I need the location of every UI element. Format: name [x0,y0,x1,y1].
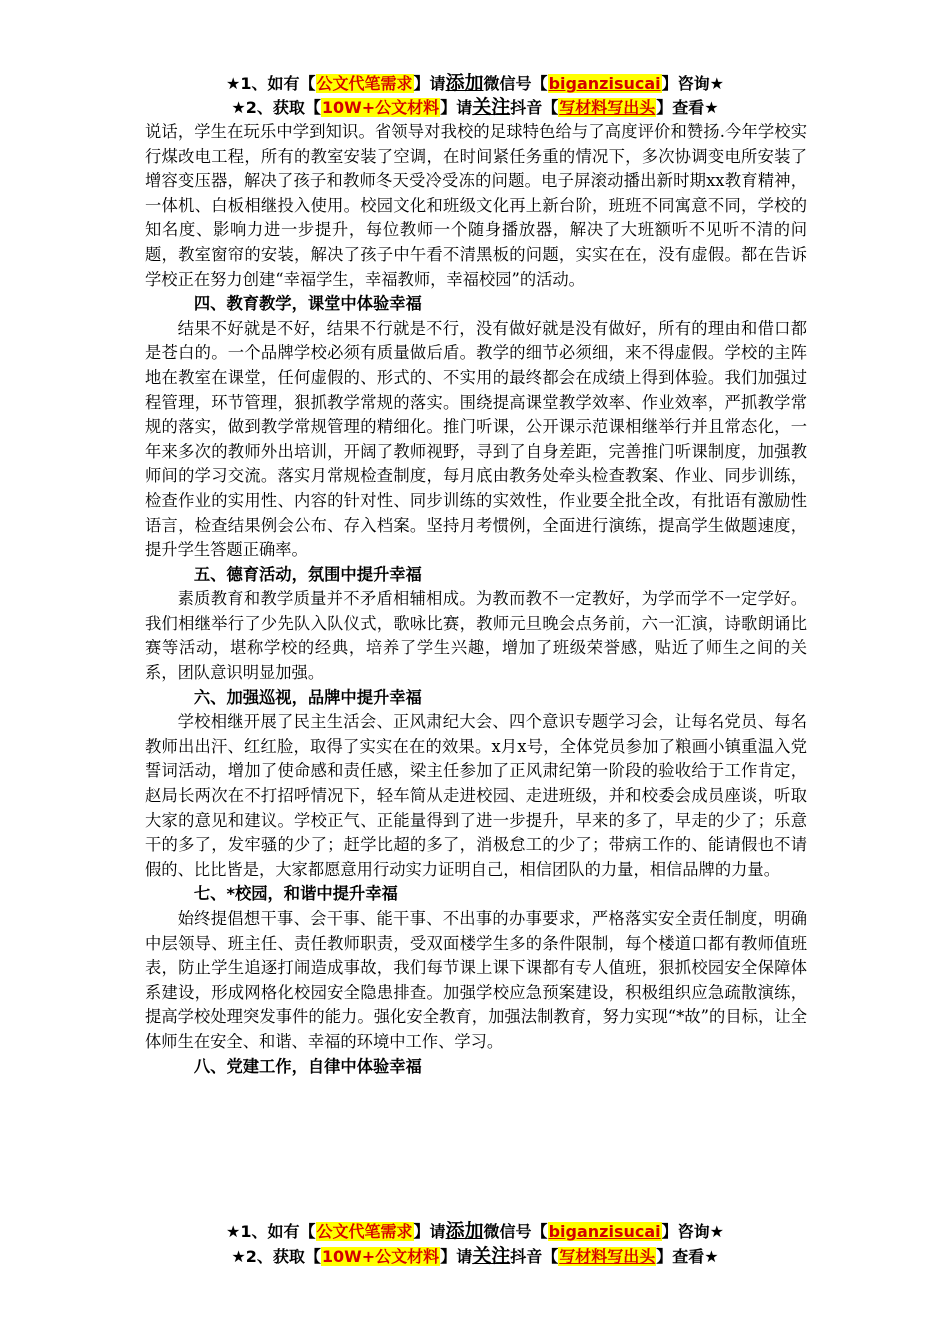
section-heading-7: 七、*校园，和谐中提升幸福 [193,884,398,904]
top-promo-line-2 [0,96,950,119]
promo-prefix: ★1、如有【 [226,1222,316,1241]
paragraph: 素质教育和教学质量并不矛盾相辅相成。为教而教不一定教好，为学而学不一定学好。我们相继举行了少先队入队仪式，歌咏比赛，教师元旦晚会点务前，六一汇演，诗歌朗诵比赛等活动，堪称学校的经典，培养了学生兴趣，增加了班级荣誉感，贴近了师生之间的关系，团队意识明显加强。 [145,589,807,683]
section-heading-8: 八、党建工作，自律中体验幸福 [193,1056,422,1076]
promo-suffix: 】咨询★ [661,1222,724,1241]
document-body [145,120,807,1079]
section-heading-5: 五、德育活动，氛围中提升幸福 [193,564,422,584]
promo-text: 】请 [413,1222,446,1241]
promo-text: 】请 [413,74,446,93]
promo-prefix: ★2、获取【 [231,1247,321,1266]
promo-highlight: 10W+公文材料 [321,1247,440,1266]
paragraph: 学校相继开展了民主生活会、正风肃纪大会、四个意识专题学习会，让每名党员、每名教师出出汗、红红脸，取得了实实在在的效果。x月x号，全体党员参加了粮画小镇重温入党誓词活动，增加了使命感和责任感，梁主任参加了正风肃纪第一阶段的验收给于工作肯定，赵局长两次在不打招呼情况下，轻车简从走进校园、走进班级，并和校委会成员座谈，听取大家的意见和建议。学校正气、正能量得到了进一步提升，早来的多了，早走的少了；乐意干的多了，发牢骚的少了；赶学比超的多了，消极怠工的少了；带病工作的、能请假也不请假的、比比皆是，大家都愿意用行动实力证明自己，相信团队的力量，相信品牌的力量。 [145,712,807,879]
promo-text: 微信号【 [483,74,548,93]
promo-emphasis: 添加 [445,1220,484,1242]
douyin-id: 写材料写出头 [559,1247,656,1266]
promo-emphasis: 关注 [472,96,511,118]
promo-suffix: 】查看★ [656,98,719,117]
paragraph: 说话，学生在玩乐中学到知识。省领导对我校的足球特色给与了高度评价和赞扬.今年学校实行煤改电工程，所有的教室安装了空调，在时间紧任务重的情况下，多次协调变电所安装了增容变压器，解决了孩子和教师冬天受冷受冻的问题。电子屏滚动播出新时期xx教育精神，一体机、白板相继投入使用。校园文化和班级文化再上新台阶，班班不同寓意不同，学校的知名度、影响力进一步提升，每位教师一个随身播放器，解决了大班额听不见听不清的问题，教室窗帘的安装，解决了孩子中午看不清黑板的问题，实实在在，没有虚假。都在告诉学校正在努力创建“幸福学生，幸福教师，幸福校园”的活动。 [145,122,807,289]
promo-highlight: 公文代笔需求 [316,74,413,93]
promo-emphasis: 关注 [472,1245,511,1267]
section-heading-6: 六、加强巡视，品牌中提升幸福 [193,687,422,707]
promo-prefix: ★1、如有【 [226,74,316,93]
promo-prefix: ★2、获取【 [231,98,321,117]
bottom-promo-line-2 [0,1245,950,1268]
promo-text: 抖音【 [510,1247,559,1266]
top-promo-line-1 [0,72,950,95]
promo-text: 微信号【 [483,1222,548,1241]
paragraph: 结果不好就是不好，结果不行就是不行，没有做好就是没有做好，所有的理由和借口都是苍白的。一个品牌学校必须有质量做后盾。教学的细节必须细，来不得虚假。学校的主阵地在教室在课堂，任何虚假的、形式的、不实用的最终都会在成绩上得到体验。我们加强过程管理，环节管理，狠抓教学常规的落实。围绕提高课堂教学效率、作业效率，严抓教学常规的落实，做到教学常规管理的精细化。推门听课，公开课示范课相继举行并且常态化，一年来多次的教师外出培训，开阔了教师视野，寻到了自身差距，完善推门听课制度，加强教师间的学习交流。落实月常规检查制度，每月底由教务处牵头检查教案、作业、同步训练，检查作业的实用性、内容的针对性、同步训练的实效性，作业要全批全改，有批语有激励性语言，检查结果例会公布、存入档案。坚持月考惯例，全面进行演练，提高学生做题速度，提升学生答题正确率。 [145,318,807,560]
promo-emphasis: 添加 [445,72,484,94]
promo-suffix: 】咨询★ [661,74,724,93]
paragraph: 始终提倡想干事、会干事、能干事、不出事的办事要求，严格落实安全责任制度，明确中层领导、班主任、责任教师职责，受双面楼学生多的条件限制，每个楼道口都有教师值班表，防止学生追逐打闹造成事故，我们每节课上课下课都有专人值班，狠抓校园安全保障体系建设，形成网格化校园安全隐患排查。加强学校应急预案建设，积极组织应急疏散演练，提高学校处理突发事件的能力。强化安全教育，加强法制教育，努力实现“*故”的目标，让全体师生在安全、和谐、幸福的环境中工作、学习。 [145,909,807,1051]
promo-highlight: 10W+公文材料 [321,98,440,117]
wechat-id: biganzisucai [548,1222,661,1241]
douyin-id: 写材料写出头 [559,98,656,117]
promo-text: 抖音【 [510,98,559,117]
promo-highlight: 公文代笔需求 [316,1222,413,1241]
promo-text: 】请 [440,1247,473,1266]
wechat-id: biganzisucai [548,74,661,93]
promo-suffix: 】查看★ [656,1247,719,1266]
bottom-promo-line-1 [0,1220,950,1243]
promo-text: 】请 [440,98,473,117]
section-heading-4: 四、教育教学，课堂中体验幸福 [193,294,422,314]
